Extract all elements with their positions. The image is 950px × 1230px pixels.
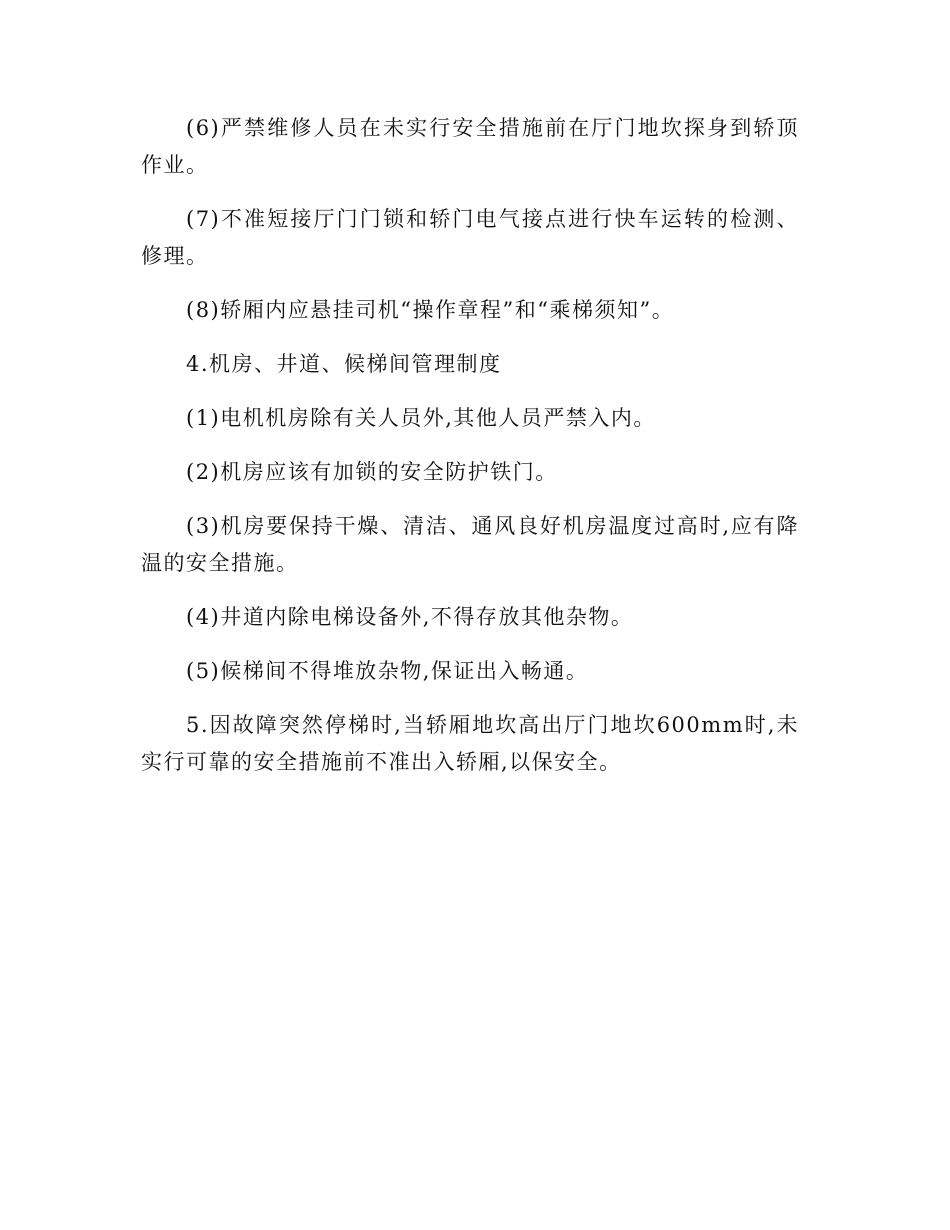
paragraph-machine-room-1: (1)电机机房除有关人员外,其他人员严禁入内。 [186,406,656,430]
paragraph-item-7: (7)不准短接厅门门锁和轿门电气接点进行快车运转的检测、修理。 [141,207,799,268]
paragraph-waiting-area-5: (5)候梯间不得堆放杂物,保证出入畅通。 [186,659,589,683]
paragraph-shaft-4: (4)井道内除电梯设备外,不得存放其他杂物。 [186,605,634,629]
paragraph-machine-room-3: (3)机房要保持干燥、清洁、通风良好机房温度过高时,应有降温的安全措施。 [141,514,799,575]
document-body [141,110,799,798]
paragraph-machine-room-2: (2)机房应该有加锁的安全防护铁门。 [186,460,558,484]
section-heading-4: 4.机房、井道、候梯间管理制度 [186,352,502,376]
paragraph-item-6: (6)严禁维修人员在未实行安全措施前在厅门地坎探身到轿顶作业。 [141,116,799,177]
paragraph-item-8: (8)轿厢内应悬挂司机“操作章程”和“乘梯须知”。 [186,298,675,322]
section-item-5: 5.因故障突然停梯时,当轿厢地坎高出厅门地坎600mm时,未实行可靠的安全措施前不准出入轿厢,以保安全。 [141,713,799,774]
